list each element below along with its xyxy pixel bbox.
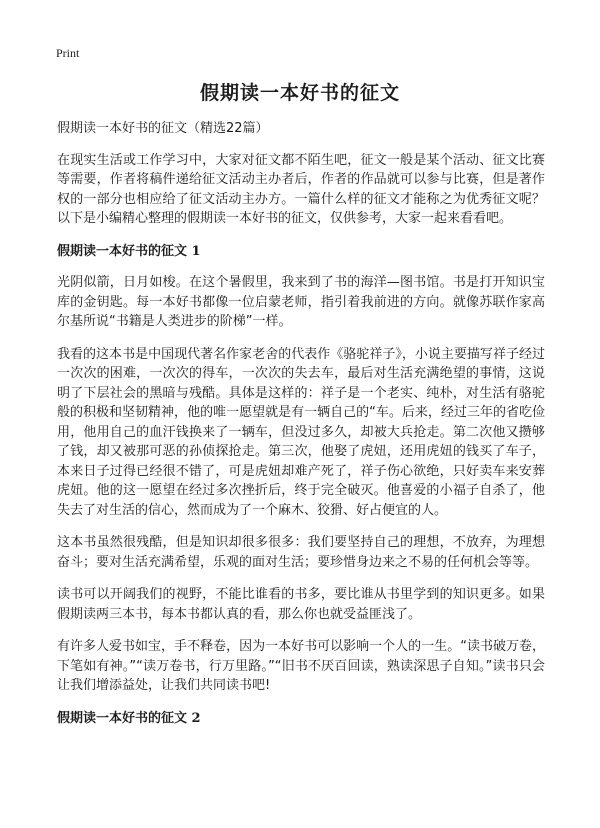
section-1-paragraph-3: 这本书虽然很残酷，但是知识却很多很多：我们要坚持自己的理想，不放弃，为理想奋斗；要对生活充满希望，乐观的面对生活；要珍惜身边来之不易的任何机会等等。 xyxy=(57,535,545,570)
section-1-paragraph-1: 光阴似箭，日月如梭。在这个暑假里，我来到了书的海洋—图书馆。书是打开知识宝库的金钥匙。每一本好书都像一位启蒙老师，指引着我前进的方向。就像苏联作家高尔基所说“书籍是人类进步的阶梯”一样。 xyxy=(57,275,545,329)
section-1-paragraph-2: 我看的这本书是中国现代著名作家老舍的代表作《骆驼祥子》，小说主要描写祥子经过一次次的困难，一次次的得车，一次次的失去车，最后对生活充满绝望的事情，这说明了下层社会的黑暗与残酷。具体是这样的：祥子是一个老实、纯朴，对生活有骆驼般的积极和坚韧精神，他的唯一愿望就是有一辆自己的“车。后来，经过三年的省吃俭用，他用自己的血汗钱换来了一辆车，但没过多久，却被大兵抢走。第二次他又攒够了钱，却又被那可恶的孙侦探抢走。第三次，他娶了虎妞，还用虎妞的钱买了车子，本来日子过得已经很不错了，可是虎妞却难产死了，祥子伤心欲绝，只好卖车来安葬虎妞。他的这一愿望在经过多次挫折后，终于完全破灭。他喜爱的小福子自杀了，他失去了对生活的信心，然而成为了一个麻木、狡猾、好占便宜的人。 xyxy=(57,346,545,518)
section-heading-2: 假期读一本好书的征文 2 xyxy=(57,710,201,726)
article-body xyxy=(57,119,545,740)
section-1-paragraph-5: 有许多人爱书如宝，手不释卷，因为一本好书可以影响一个人的一生。“读书破万卷，下笔如有神。”“读万卷书，行万里路。”“旧书不厌百回读，熟读深思子自知。”读书只会让我们增添益处，让我们共同读书吧! xyxy=(57,639,545,693)
intro-paragraph: 在现实生活或工作学习中，大家对征文都不陌生吧，征文一般是某个活动、征文比赛等需要，作者将稿件递给征文活动主办者后，作者的作品就可以参与比赛，但是著作权的一部分也相应给了征文活动主办方。一篇什么样的征文才能称之为优秀征文呢？以下是小编精心整理的假期读一本好书的征文，仅供参考，大家一起来看看吧。 xyxy=(57,152,545,226)
article-subtitle: 假期读一本好书的征文（精选22篇） xyxy=(57,121,269,136)
section-heading-1: 假期读一本好书的征文 1 xyxy=(57,243,201,259)
print-link[interactable]: Print xyxy=(56,46,80,60)
page-title: 假期读一本好书的征文 xyxy=(199,82,400,104)
section-1-paragraph-4: 读书可以开阔我们的视野，不能比谁看的书多，要比谁从书里学到的知识更多。如果假期读两三本书，每本书都认真的看，那么你也就受益匪浅了。 xyxy=(57,587,545,622)
